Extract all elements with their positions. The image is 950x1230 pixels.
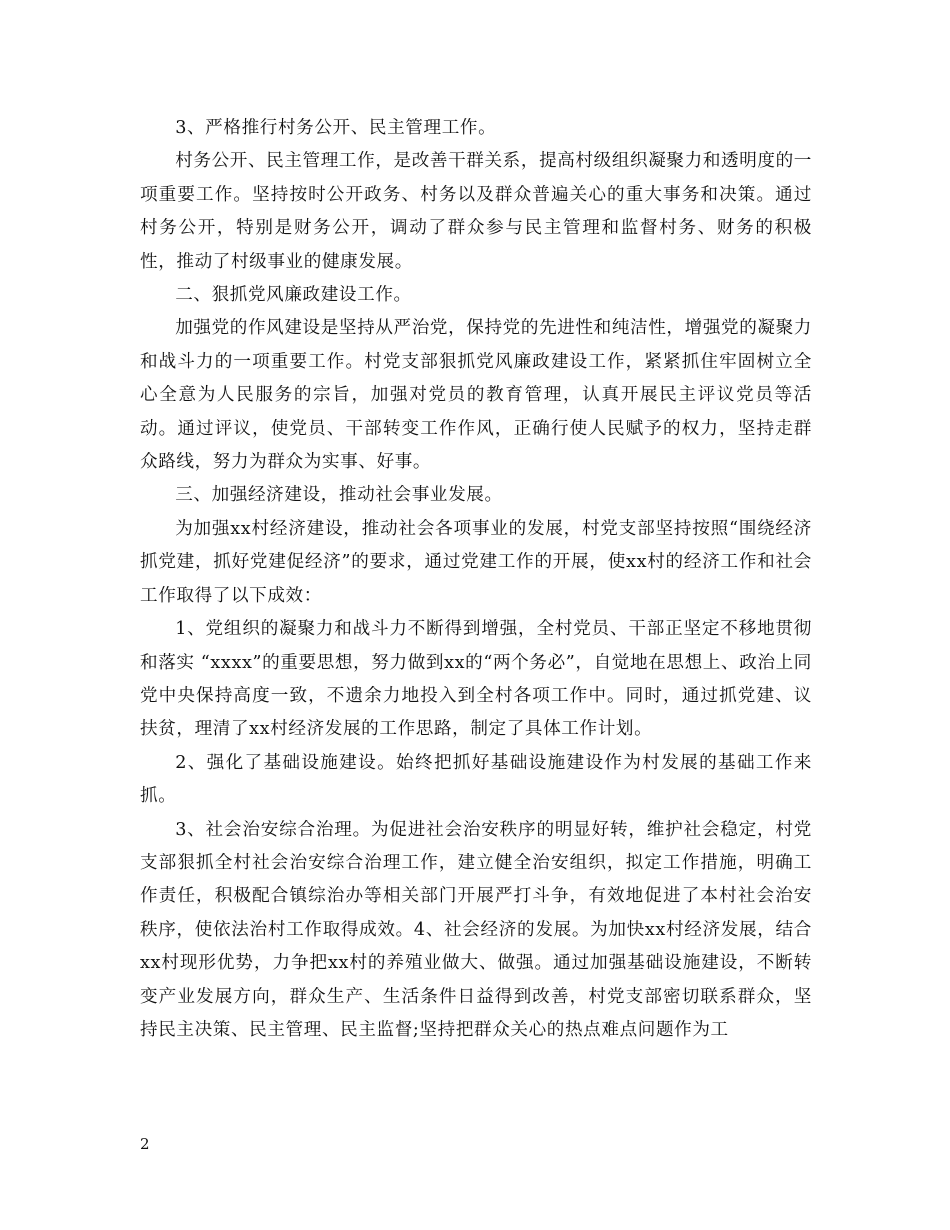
paragraph-party-conduct-heading: 二、狠抓党风廉政建设工作。 [175, 285, 412, 306]
paragraph-village-affairs-body: 村务公开、民主管理工作，是改善干群关系，提高村级组织凝聚力和透明度的一项重要工作。坚持按时公开政务、村务以及群众普遍关心的重大事务和决策。通过村务公开，特别是财务公开，调动了群众参与民主管理和监督村务、财务的积极性，推动了村级事业的健康发展。 [140, 151, 812, 272]
paragraph-economic-intro: 为加强xx村经济建设，推动社会各项事业的发展，村党支部坚持按照“围绕经济抓党建，抓好党建促经济”的要求，通过党建工作的开展，使xx村的经济工作和社会工作取得了以下成效： [140, 518, 812, 606]
paragraph-result-2: 2、强化了基础设施建设。始终把抓好基础设施建设作为村发展的基础工作来抓。 [140, 752, 812, 807]
paragraph-village-affairs-heading: 3、严格推行村务公开、民主管理工作。 [175, 118, 497, 138]
paragraph-result-3: 3、社会治安综合治理。为促进社会治安秩序的明显好转，维护社会稳定，村党支部狠抓全村社会治安综合治理工作，建立健全治安组织，拟定工作措施，明确工作责任，积极配合镇综治办等相关部门开展严打斗争，有效地促进了本村社会治安秩序，使依法治村工作取得成效。4、社会经济的发展。为加快xx村经济发展，结合xx村现形优势，力争把xx村的养殖业做大、做强。通过加强基础设施建设，不断转变产业发展方向，群众生产、生活条件日益得到改善，村党支部密切联系群众，坚持民主决策、民主管理、民主监督;坚持把群众关心的热点难点问题作为工 [140, 819, 812, 1040]
paragraph-result-1: 1、党组织的凝聚力和战斗力不断得到增强，全村党员、干部正坚定不移地贯彻和落实 “xxxx”的重要思想，努力做到xx的“两个务必”，自觉地在思想上、政治上同党中央保持高度一致，不遗余力地投入到全村各项工作中。同时，通过抓党建、议扶贫，理清了xx村经济发展的工作思路，制定了具体工作计划。 [140, 619, 812, 740]
paragraph-economic-heading: 三、加强经济建设，推动社会事业发展。 [175, 485, 503, 506]
page-number: 2 [140, 1135, 150, 1153]
paragraph-party-conduct-body: 加强党的作风建设是坚持从严治党，保持党的先进性和纯洁性，增强党的凝聚力和战斗力的一项重要工作。村党支部狠抓党风廉政建设工作，紧紧抓住牢固树立全心全意为人民服务的宗旨，加强对党员的教育管理，认真开展民主评议党员等活动。通过评议，使党员、干部转变工作作风，正确行使人民赋予的权力，坚持走群众路线，努力为群众为实事、好事。 [140, 318, 812, 473]
document-body [140, 112, 812, 1047]
